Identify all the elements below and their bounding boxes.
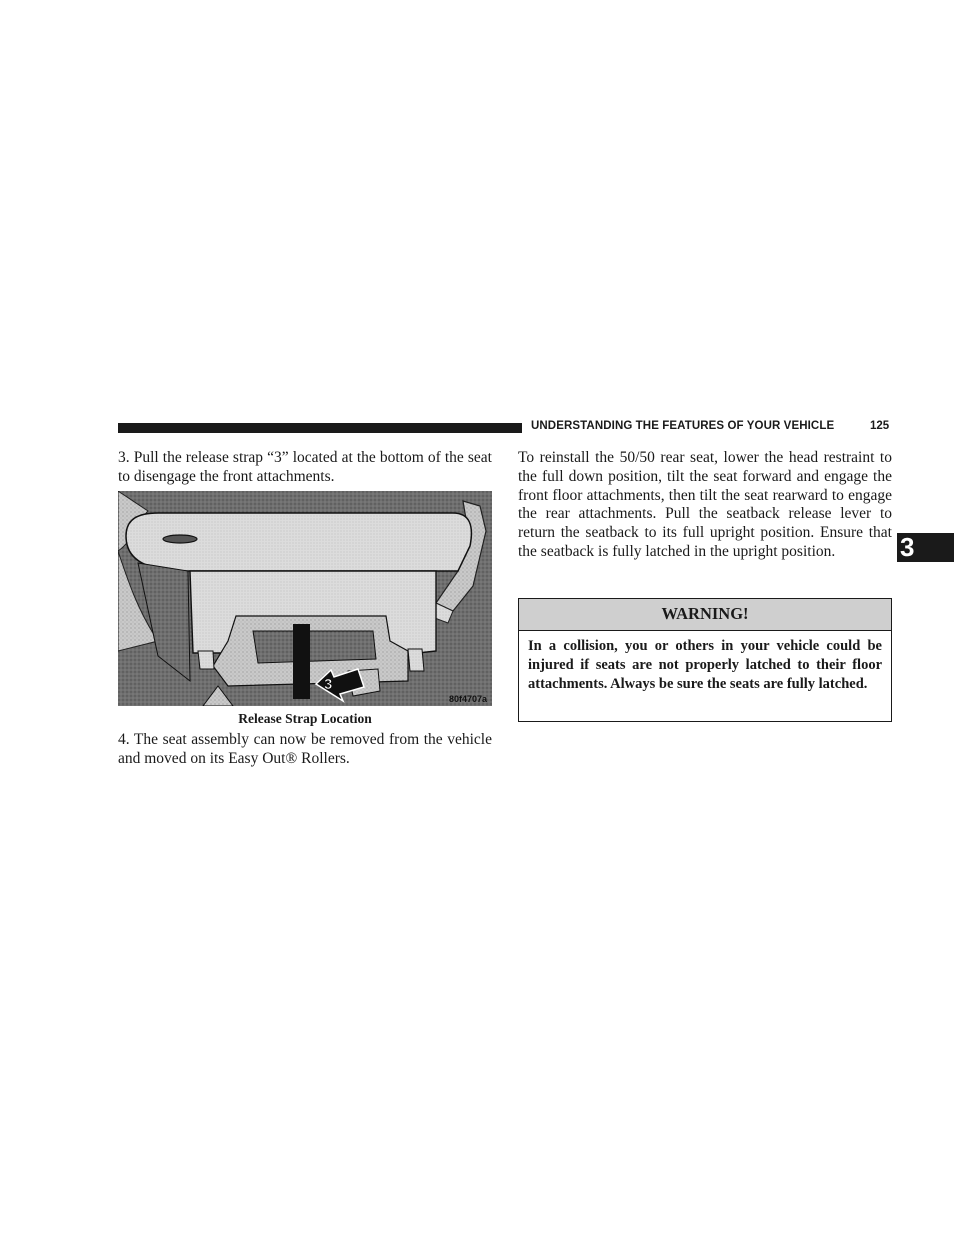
warning-title: WARNING!	[519, 599, 891, 631]
page-number: 125	[870, 420, 890, 432]
warning-body: In a collision, you or others in your vehicle could be injured if seats are not properly latched to their floor attachments. Always be sure the seats are fully latched.	[528, 638, 882, 692]
step-3-text: 3. Pull the release strap “3” located at the bottom of the seat to disengage the front attachments.	[118, 449, 492, 485]
step-4-text: 4. The seat assembly can now be removed from the vehicle and moved on its Easy Out® Rollers.	[118, 731, 492, 767]
running-header-title: UNDERSTANDING THE FEATURES OF YOUR VEHICLE	[531, 420, 835, 432]
release-strap-figure	[118, 491, 492, 706]
warning-box	[518, 598, 892, 722]
figure-code: 80f4707a	[449, 694, 488, 704]
figure-caption: Release Strap Location	[238, 711, 372, 726]
seat-illustration	[118, 491, 492, 706]
callout-label: 3	[324, 676, 333, 693]
chapter-tab[interactable]: 3	[897, 533, 954, 562]
reinstall-text: To reinstall the 50/50 rear seat, lower the head restraint to the full down position, tilt the seat forward and engage the front floor attachments, then tilt the seat rearward to engage the rear attachments. Pull the seatback release lever to return the seatback to its full upright position. Ensure that the seatback is fully latched in the upright position.	[518, 449, 892, 560]
header-rule	[118, 423, 522, 433]
